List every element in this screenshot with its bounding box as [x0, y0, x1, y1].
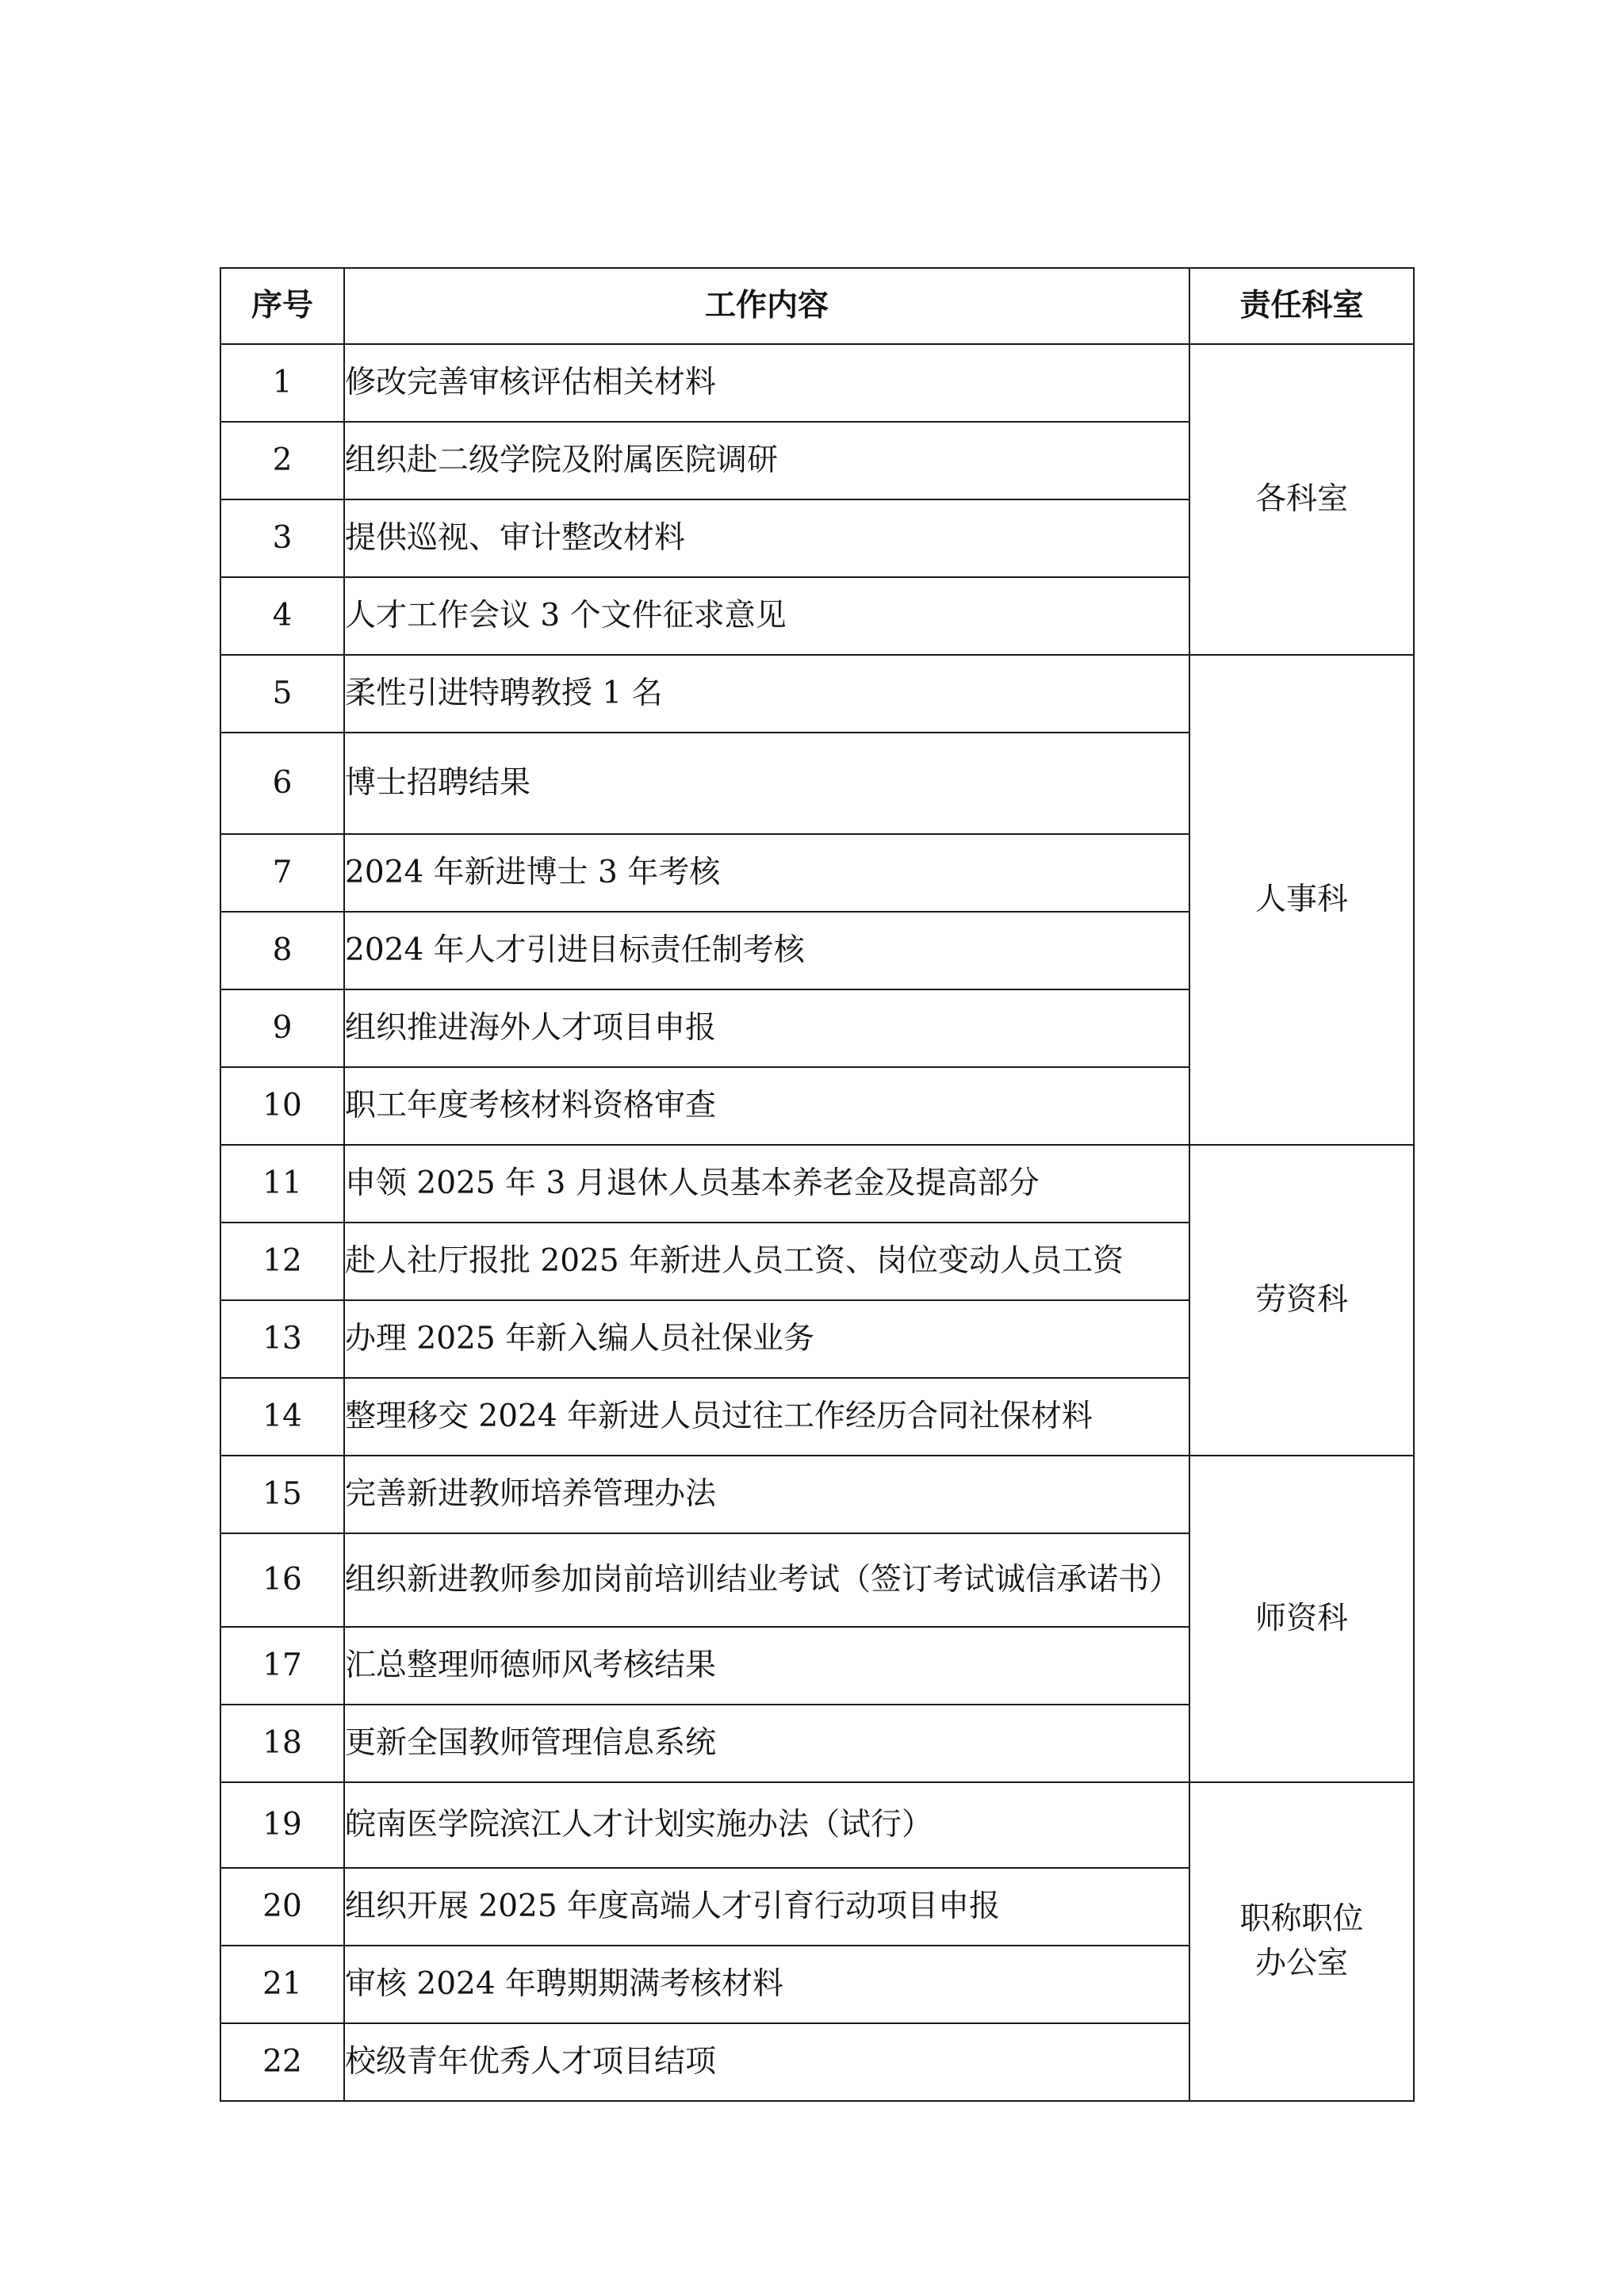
dept-cell: 师资科	[1189, 1456, 1414, 1782]
row-seq: 1	[220, 344, 344, 422]
row-content: 校级青年优秀人才项目结项	[344, 2023, 1189, 2101]
row-seq: 19	[220, 1782, 344, 1868]
row-seq: 11	[220, 1145, 344, 1223]
row-content: 完善新进教师培养管理办法	[344, 1456, 1189, 1533]
row-seq: 10	[220, 1067, 344, 1145]
row-content: 办理 2025 年新入编人员社保业务	[344, 1300, 1189, 1378]
row-seq: 16	[220, 1533, 344, 1627]
row-content: 汇总整理师德师风考核结果	[344, 1627, 1189, 1705]
dept-cell	[1189, 1782, 1414, 2101]
table-row	[220, 344, 1414, 422]
row-seq: 4	[220, 577, 344, 655]
row-content: 2024 年人才引进目标责任制考核	[344, 912, 1189, 989]
dept-cell: 劳资科	[1189, 1145, 1414, 1456]
row-content: 审核 2024 年聘期期满考核材料	[344, 1946, 1189, 2023]
row-content: 组织推进海外人才项目申报	[344, 989, 1189, 1067]
dept-cell: 各科室	[1189, 344, 1414, 655]
row-seq: 18	[220, 1705, 344, 1782]
row-content: 人才工作会议 3 个文件征求意见	[344, 577, 1189, 655]
row-content: 整理移交 2024 年新进人员过往工作经历合同社保材料	[344, 1378, 1189, 1456]
row-seq: 5	[220, 655, 344, 733]
row-seq: 14	[220, 1378, 344, 1456]
row-content: 皖南医学院滨江人才计划实施办法（试行）	[344, 1782, 1189, 1868]
row-seq: 9	[220, 989, 344, 1067]
row-seq: 13	[220, 1300, 344, 1378]
row-content: 博士招聘结果	[344, 733, 1189, 834]
dept-cell: 人事科	[1189, 655, 1414, 1145]
table-row	[220, 1145, 1414, 1223]
table-header-row	[220, 268, 1414, 344]
row-content: 赴人社厅报批 2025 年新进人员工资、岗位变动人员工资	[344, 1223, 1189, 1300]
row-content: 组织赴二级学院及附属医院调研	[344, 422, 1189, 499]
row-content: 更新全国教师管理信息系统	[344, 1705, 1189, 1782]
row-seq: 17	[220, 1627, 344, 1705]
header-seq: 序号	[220, 268, 344, 344]
row-seq: 15	[220, 1456, 344, 1533]
row-seq: 7	[220, 834, 344, 912]
row-content: 柔性引进特聘教授 1 名	[344, 655, 1189, 733]
row-content: 组织新进教师参加岗前培训结业考试（签订考试诚信承诺书）	[344, 1533, 1189, 1627]
header-content: 工作内容	[344, 268, 1189, 344]
row-content: 提供巡视、审计整改材料	[344, 499, 1189, 577]
table-row	[220, 655, 1414, 733]
row-content: 修改完善审核评估相关材料	[344, 344, 1189, 422]
row-seq: 20	[220, 1868, 344, 1946]
row-seq: 6	[220, 733, 344, 834]
work-table	[220, 267, 1415, 2102]
row-content: 2024 年新进博士 3 年考核	[344, 834, 1189, 912]
table-row	[220, 1782, 1414, 1868]
row-content: 申领 2025 年 3 月退休人员基本养老金及提高部分	[344, 1145, 1189, 1223]
row-content: 组织开展 2025 年度高端人才引育行动项目申报	[344, 1868, 1189, 1946]
row-seq: 12	[220, 1223, 344, 1300]
dept-label: 职称职位办公室	[1239, 1901, 1364, 1981]
row-seq: 22	[220, 2023, 344, 2101]
row-seq: 2	[220, 422, 344, 499]
table-row	[220, 1456, 1414, 1533]
row-seq: 8	[220, 912, 344, 989]
row-seq: 21	[220, 1946, 344, 2023]
header-dept: 责任科室	[1189, 268, 1414, 344]
row-content: 职工年度考核材料资格审查	[344, 1067, 1189, 1145]
row-seq: 3	[220, 499, 344, 577]
